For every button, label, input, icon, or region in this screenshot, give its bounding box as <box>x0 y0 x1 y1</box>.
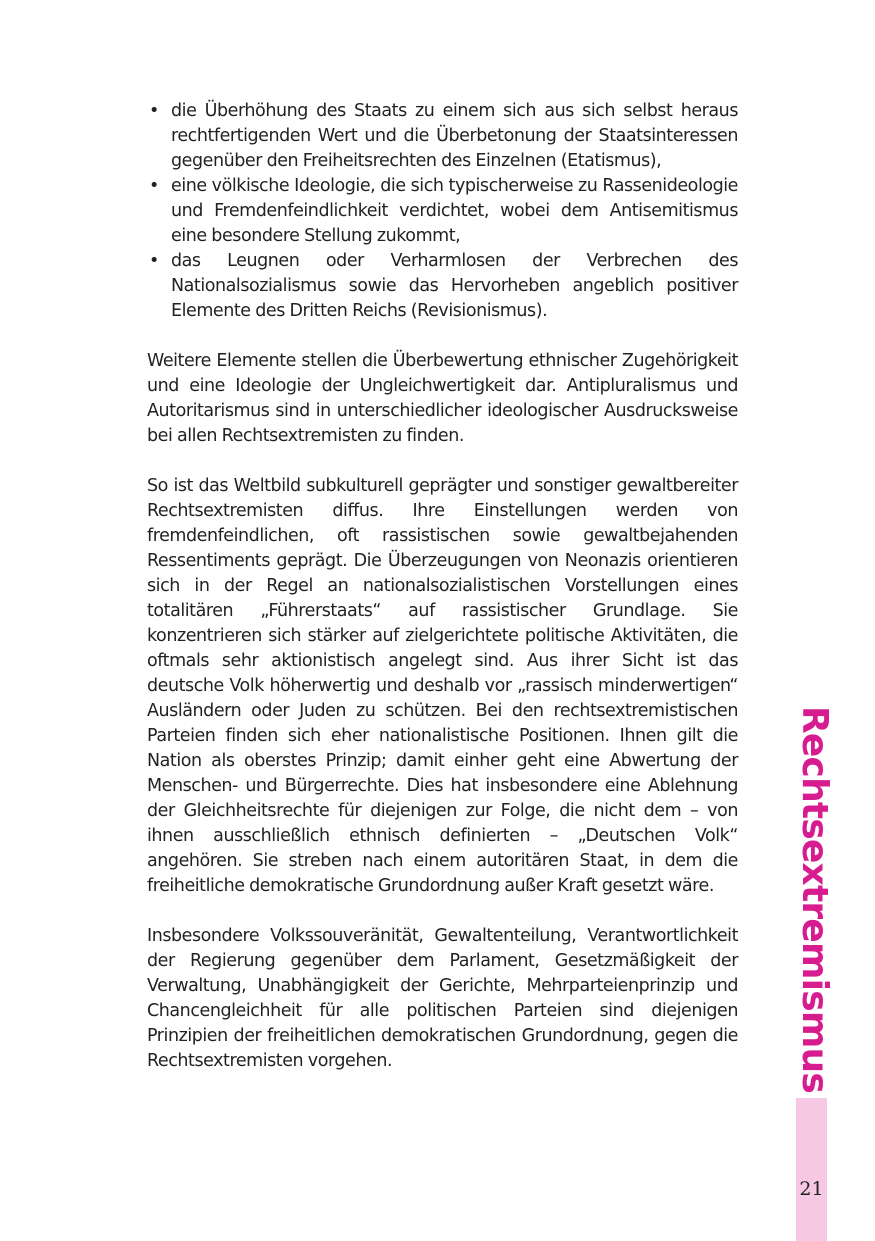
page-tab <box>796 1098 827 1241</box>
paragraph: Insbesondere Volkssouveränität, Gewaltenteilung, Verantwortlichkeit der Regierung gegenüber dem Parlament, Gesetzmäßigkeit der Verwaltung, Unabhängigkeit der Gerichte, Mehrparteienprinzip und Chancengleichheit für alle politischen Parteien sind diejenigen Prinzipien der freiheitlichen demokratischen Grundordnung, gegen die Rechtsextremisten vorgehen. <box>147 926 738 1071</box>
side-chapter-title <box>791 705 837 1093</box>
page-number: 21 <box>799 1178 824 1200</box>
bullet-item: • eine völkische Ideologie, die sich typischerweise zu Rassenideologie und Fremdenfeindlichkeit verdichtet, wobei dem Antisemitismus eine besondere Stellung zukommt, <box>147 174 738 249</box>
main-text <box>147 99 738 1099</box>
paragraph: So ist das Weltbild subkulturell geprägter und sonstiger gewaltbereiter Rechtsextremisten diffus. Ihre Einstellungen werden von fremdenfeindlichen, oft rassistischen sowie gewaltbejahenden Ressentiments geprägt. Die Überzeugungen von Neonazis orientieren sich in der Regel an nationalsozialistischen Vorstellungen eines totalitären „Führerstaats“ auf rassistischer Grundlage. Sie konzentrieren sich stärker auf zielgerichtete politische Aktivitäten, die oftmals sehr aktionistisch angelegt sind. Aus ihrer Sicht ist das deutsche Volk höherwertig und deshalb vor „rassisch minderwertigen“ Ausländern oder Juden zu schützen. Bei den rechtsextremistischen Parteien finden sich eher nationalistische Positionen. Ihnen gilt die Nation als oberstes Prinzip; damit einher geht eine Abwertung der Menschen- und Bürgerrechte. Dies hat insbesondere eine Ablehnung der Gleichheitsrechte für diejenigen zur Folge, die nicht dem – von ihnen ausschließlich ethnisch definierten – „Deutschen Volk“ angehören. Sie streben nach einem autoritären Staat, in dem die freiheitliche demokratische Grundordnung außer Kraft gesetzt wäre. <box>147 476 738 896</box>
bullet-item: • die Überhöhung des Staats zu einem sich aus sich selbst heraus rechtfertigenden Wert und die Überbetonung der Staatsinteressen gegenüber den Freiheitsrechten des Einzelnen (Etatismus), <box>147 99 738 174</box>
bullet-item: • das Leugnen oder Verharmlosen der Verbrechen des Nationalsozialismus sowie das Hervorheben angeblich positiver Elemente des Dritten Reichs (Revisionismus). <box>147 249 738 324</box>
paragraph: Weitere Elemente stellen die Überbewertung ethnischer Zugehörigkeit und eine Ideologie der Ungleichwertigkeit dar. Antipluralismus und Autoritarismus sind in unterschiedlicher ideologischer Ausdrucksweise bei allen Rechtsextremisten zu finden. <box>147 351 738 446</box>
bullet-list <box>147 99 738 324</box>
side-chapter-title-text: Rechtsextremismus <box>794 705 835 1093</box>
